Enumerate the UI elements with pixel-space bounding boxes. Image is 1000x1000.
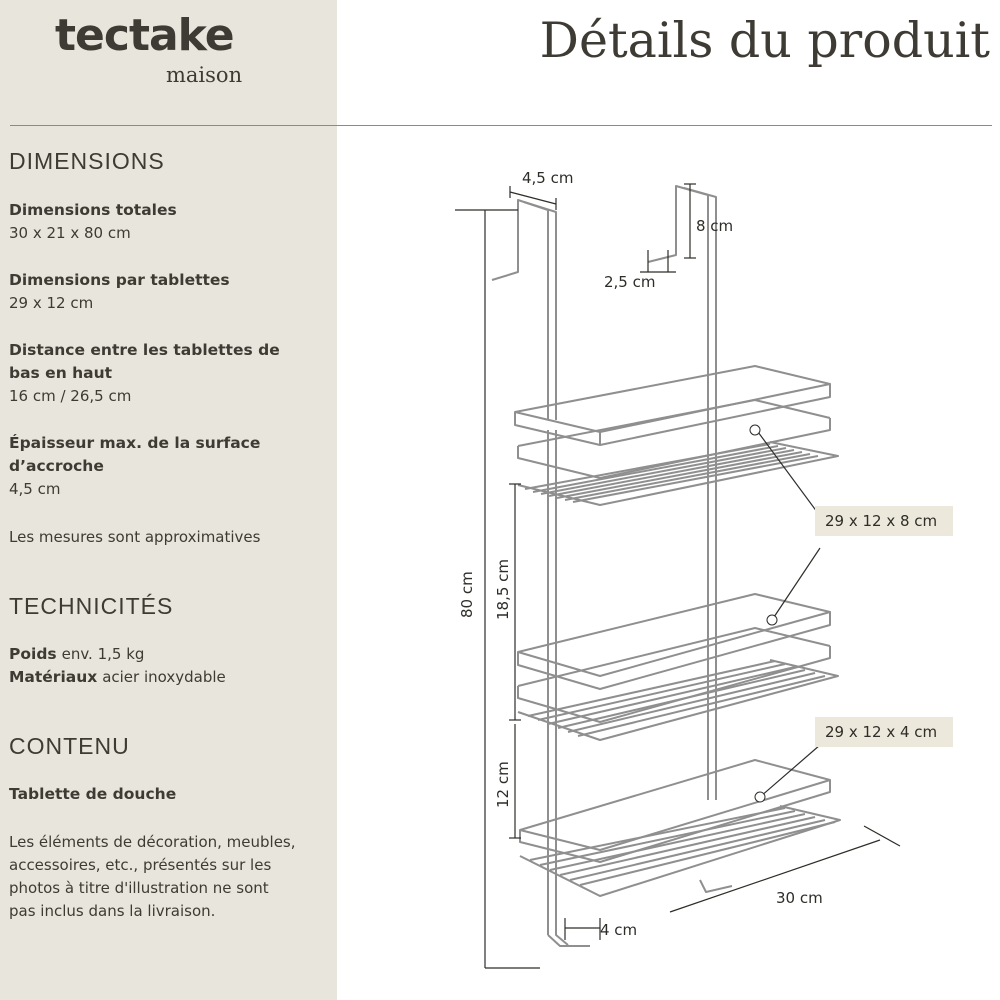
contenu-heading: CONTENU (9, 733, 130, 759)
label-spacing-bottom: 12 cm (494, 761, 512, 808)
label-hook-height: 8 cm (696, 217, 734, 235)
dimension-lines (455, 184, 900, 968)
callout-dots (750, 425, 777, 802)
spec-label: Poids (9, 645, 57, 663)
spec-value: 4,5 cm (9, 480, 61, 498)
page-title: Détails du produit (539, 12, 990, 69)
label-shelf-large: 29 x 12 x 8 cm (825, 512, 938, 530)
technicites-heading: TECHNICITÉS (9, 593, 174, 619)
measurement-note: Les mesures sont approximatives (9, 528, 261, 546)
dimensions-heading: DIMENSIONS (9, 148, 165, 174)
disclaimer: Les éléments de décoration, meubles, accessoires, etc., présentés sur les photos à titre d'illustration ne sont pas inclus dans la livraison. (9, 833, 296, 920)
label-depth: 4 cm (600, 921, 638, 939)
label-total-height: 80 cm (458, 571, 476, 618)
spec-label: Distance entre les tablettes de bas en haut (9, 341, 280, 382)
label-hook-width: 4,5 cm (522, 169, 574, 187)
spec-value: 30 x 21 x 80 cm (9, 224, 131, 242)
spec-label: Épaisseur max. de la surface d’accroche (9, 434, 261, 475)
brand-logo: tectake (55, 10, 234, 61)
spec-value: env. 1,5 kg (61, 645, 145, 663)
label-width: 30 cm (776, 889, 823, 907)
spec-label: Matériaux (9, 668, 98, 686)
label-shelf-small: 29 x 12 x 4 cm (825, 723, 938, 741)
brand-sub: maison (166, 63, 243, 87)
label-hook-step: 2,5 cm (604, 273, 656, 291)
content-item: Tablette de douche (9, 785, 177, 803)
spec-value: acier inoxydable (102, 668, 226, 686)
spec-value: 29 x 12 cm (9, 294, 94, 312)
spec-label: Dimensions totales (9, 201, 177, 219)
spec-value: 16 cm / 26,5 cm (9, 387, 132, 405)
spec-label: Dimensions par tablettes (9, 271, 230, 289)
label-spacing-top: 18,5 cm (494, 558, 512, 620)
caddy-frame (492, 186, 840, 946)
